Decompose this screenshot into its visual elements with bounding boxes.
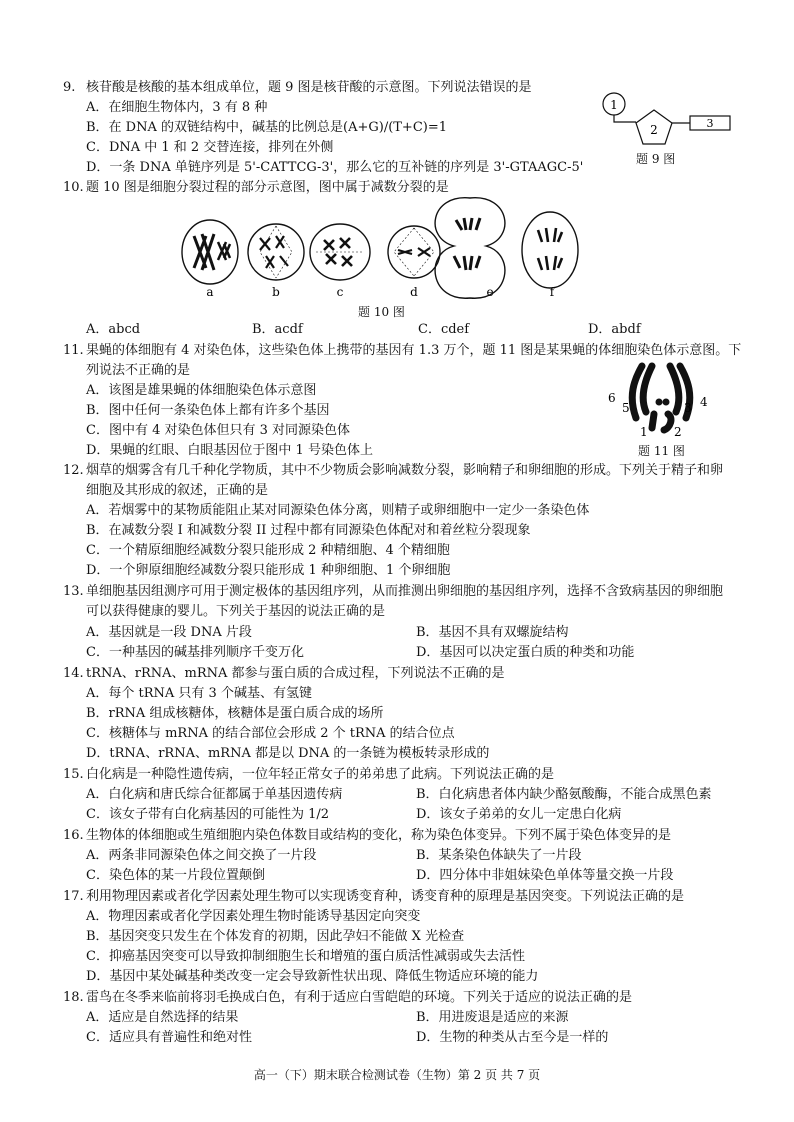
option-b: B．基因不具有双螺旋结构 [416, 625, 569, 640]
option-a: A．每个 tRNA 只有 3 个碱基、有氢键 [86, 686, 312, 701]
question-stem: 利用物理因素或者化学因素处理生物可以实现诱变育种，诱变育种的原理是基因突变。下列说法正确的是 [86, 889, 685, 904]
question-stem: 雷鸟在冬季来临前将羽毛换成白色，有利于适应白雪皑皑的环境。下列关于适应的说法正确的是 [86, 990, 633, 1005]
cell-f [522, 212, 578, 288]
fig11-label-5: 5 [622, 401, 630, 415]
fig10-label-d: d [410, 285, 418, 299]
option-d: D．基因中某处碱基种类改变一定会导致新性状出现、降低生物适应环境的能力 [86, 969, 539, 984]
cell-b [248, 224, 304, 280]
option-a: A．物理因素或者化学因素处理生物时能诱导基因定向突变 [86, 909, 421, 924]
option-c: C．该女子带有白化病基因的可能性为 1/2 [86, 807, 330, 822]
option-b: B．rRNA 组成核糖体，核糖体是蛋白质合成的场所 [86, 706, 384, 721]
fig9-label-3: 3 [706, 117, 714, 130]
option-a: A．白化病和唐氏综合征都属于单基因遗传病 [86, 787, 343, 802]
cell-e [435, 198, 505, 298]
question-stem: 烟草的烟雾含有几千种化学物质，其中不少物质会影响减数分裂，影响精子和卵细胞的形成。下列关于精子和卵 [86, 463, 724, 478]
option-d: D．基因可以决定蛋白质的种类和功能 [416, 645, 635, 660]
question-number: 13. [63, 584, 84, 599]
question-number: 10. [63, 180, 84, 195]
fig10-label-b: b [272, 285, 280, 299]
option-b: B．白化病患者体内缺少酪氨酸酶，不能合成黑色素 [416, 787, 712, 802]
question-stem-cont: 可以获得健康的婴儿。下列关于基因的说法正确的是 [86, 604, 386, 619]
option-d: D．一个卵原细胞经减数分裂只能形成 1 种卵细胞、1 个卵细胞 [86, 563, 451, 578]
question-stem: 核苷酸是核酸的基本组成单位，题 9 图是核苷酸的示意图。下列说法错误的是 [86, 80, 532, 95]
question-number: 18. [63, 990, 84, 1005]
fig11-label-1: 1 [640, 425, 648, 439]
option-b: B．用进废退是适应的来源 [416, 1010, 569, 1025]
option-d: D．生物的种类从古至今是一样的 [416, 1030, 609, 1045]
fig10-label-c: c [336, 285, 344, 299]
question-number: 15. [63, 767, 84, 782]
fig10-label-e: e [486, 285, 494, 299]
question-stem-cont: 列说法不正确的是 [86, 363, 191, 378]
option-a: A．两条非同源染色体之间交换了一片段 [86, 848, 317, 863]
fig9-caption: 题 9 图 [636, 152, 676, 166]
question-number: 16. [63, 828, 84, 843]
fig11-caption: 题 11 图 [638, 444, 685, 458]
question-number: 9. [63, 80, 76, 95]
option-a: A．在细胞生物体内，3 有 8 种 [86, 100, 268, 115]
question-stem: 题 10 图是细胞分裂过程的部分示意图，图中属于减数分裂的是 [86, 180, 449, 195]
question-stem: 生物体的体细胞或生殖细胞内染色体数目或结构的变化，称为染色体变异。下列不属于染色体变异的是 [86, 828, 672, 843]
option-d: D．abdf [588, 322, 641, 337]
fig9-label-1: 1 [610, 98, 618, 112]
fig11-label-4: 4 [700, 395, 708, 409]
fig10-label-a: a [206, 285, 214, 299]
option-b: B．acdf [252, 322, 303, 337]
option-b: B．某条染色体缺失了一片段 [416, 848, 582, 863]
option-a: A．abcd [86, 322, 141, 337]
cell-d [388, 226, 440, 278]
option-c: C．核糖体与 mRNA 的结合部位会形成 2 个 tRNA 的结合位点 [86, 726, 455, 741]
option-d: D．该女子弟弟的女儿一定患白化病 [416, 807, 622, 822]
option-a: A．该图是雄果蝇的体细胞染色体示意图 [86, 383, 317, 398]
option-d: D．一条 DNA 单链序列是 5'-CATTCG-3'，那么它的互补链的序列是 3'-GTAAGC-5' [86, 160, 584, 175]
option-c: C．抑癌基因突变可以导致抑制细胞生长和增殖的蛋白质活性减弱或失去活性 [86, 949, 525, 964]
question-number: 12. [63, 463, 84, 478]
option-c: C．一个精原细胞经减数分裂只能形成 2 种精细胞、4 个精细胞 [86, 543, 450, 558]
fig10-caption: 题 10 图 [358, 305, 405, 319]
option-b: B．图中任何一条染色体上都有许多个基因 [86, 403, 330, 418]
page-footer: 高一（下）期末联合检测试卷（生物）第 2 页 共 7 页 [253, 1068, 541, 1082]
option-d: D．果蝇的红眼、白眼基因位于图中 1 号染色体上 [86, 443, 373, 458]
option-c: C．cdef [418, 322, 470, 337]
option-c: C．染色体的某一片段位置颠倒 [86, 868, 265, 883]
fig10-label-f: f [549, 285, 555, 299]
option-b: B．在减数分裂 I 和减数分裂 II 过程中都有同源染色体配对和着丝粒分裂现象 [86, 523, 531, 538]
cell-a [182, 220, 238, 284]
fly-chromosome-diagram [604, 360, 714, 440]
question-stem: 单细胞基因组测序可用于测定极体的基因组序列，从而推测出卵细胞的基因组序列，选择不含致病基因的卵细胞 [86, 584, 724, 599]
option-a: A．适应是自然选择的结果 [86, 1010, 239, 1025]
option-c: C．适应具有普遍性和绝对性 [86, 1030, 252, 1045]
fig11-label-6: 6 [608, 391, 616, 405]
question-stem-cont: 细胞及其形成的叙述，正确的是 [86, 483, 269, 498]
option-c: C．DNA 中 1 和 2 交替连接，排列在外侧 [86, 140, 334, 155]
option-d: D．四分体中非姐妹染色单体等量交换一片段 [416, 868, 674, 883]
option-b: B．在 DNA 的双链结构中，碱基的比例总是(A+G)/(T+C)=1 [86, 120, 448, 135]
option-c: C．一种基因的碱基排列顺序千变万化 [86, 645, 304, 660]
option-d: D．tRNA、rRNA、mRNA 都是以 DNA 的一条链为模板转录形成的 [86, 746, 490, 761]
question-number: 17. [63, 889, 84, 904]
question-number: 14. [63, 666, 84, 681]
cell-division-diagram [180, 194, 580, 304]
question-stem: 果蝇的体细胞有 4 对染色体，这些染色体上携带的基因有 1.3 万个，题 11 图是某果蝇的体细胞染色体示意图。下 [86, 343, 742, 358]
question-number: 11. [63, 343, 84, 358]
fig11-label-2: 2 [674, 425, 682, 439]
option-a: A．基因就是一段 DNA 片段 [86, 625, 252, 640]
option-a: A．若烟雾中的某物质能阻止某对同源染色体分离，则精子或卵细胞中一定少一条染色体 [86, 503, 590, 518]
question-stem: 白化病是一种隐性遗传病，一位年轻正常女子的弟弟患了此病。下列说法正确的是 [86, 767, 555, 782]
option-b: B．基因突变只发生在个体发育的初期，因此孕妇不能做 X 光检查 [86, 929, 465, 944]
option-c: C．图中有 4 对染色体但只有 3 对同源染色体 [86, 423, 351, 438]
fig11-label-3: 3 [684, 401, 692, 415]
cell-c [310, 224, 370, 280]
question-stem: tRNA、rRNA、mRNA 都参与蛋白质的合成过程，下列说法不正确的是 [86, 666, 505, 681]
fig9-label-2: 2 [650, 123, 658, 137]
